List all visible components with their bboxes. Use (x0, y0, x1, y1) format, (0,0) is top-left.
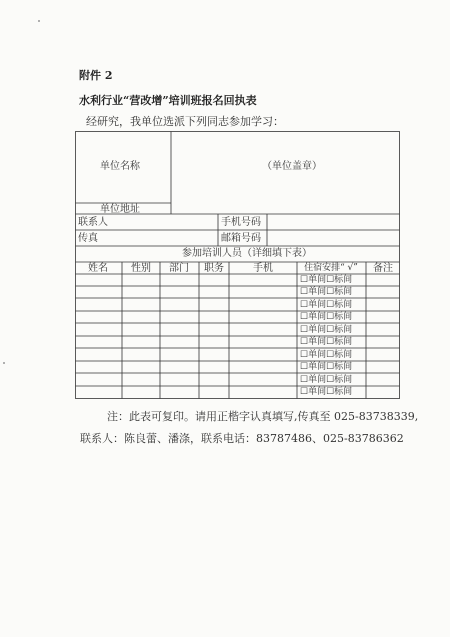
email-label: 邮箱号码 (221, 233, 261, 244)
section-label: 参加培训人员（详细填下表） (182, 248, 312, 259)
seal-label: （单位盖章） (262, 161, 322, 172)
column-header-accommodation: 住宿安排“ √” (304, 263, 358, 273)
column-header-gender: 性别 (131, 263, 151, 274)
column-header-name: 姓名 (88, 263, 108, 274)
form-title: 水利行业“营改增”培训班报名回执表 (79, 94, 257, 107)
column-header-mobile: 手机 (253, 263, 273, 274)
address-label: 单位地址 (100, 204, 140, 215)
scan-speck (3, 362, 5, 364)
fax-label: 传真 (78, 233, 98, 244)
column-header-remarks: 备注 (373, 263, 393, 274)
accommodation-option[interactable]: ☐单间☐标间 (300, 350, 353, 360)
accommodation-option[interactable]: ☐单间☐标间 (300, 275, 353, 285)
accommodation-option[interactable]: ☐单间☐标间 (300, 375, 353, 385)
accommodation-option[interactable]: ☐单间☐标间 (300, 300, 353, 310)
accommodation-option[interactable]: ☐单间☐标间 (300, 362, 353, 372)
scan-speck (38, 20, 40, 22)
accommodation-option[interactable]: ☐单间☐标间 (300, 325, 353, 335)
accommodation-option[interactable]: ☐单间☐标间 (300, 312, 353, 322)
accommodation-option[interactable]: ☐单间☐标间 (300, 337, 353, 347)
contact-label: 联系人 (78, 217, 108, 228)
unit-name-label: 单位名称 (100, 161, 140, 172)
intro-text: 经研究，我单位选派下列同志参加学习： (86, 115, 284, 128)
accommodation-option[interactable]: ☐单间☐标间 (300, 287, 353, 297)
column-header-position: 职务 (204, 263, 224, 274)
phone-label: 手机号码 (221, 217, 261, 228)
footer-contacts: 联系人：陈良蕾、潘涤，联系电话：83787486、025-83786362 (80, 432, 404, 445)
accommodation-option[interactable]: ☐单间☐标间 (300, 387, 353, 397)
footer-note: 注：此表可复印。请用正楷字认真填写,传真至 025-83738339, (107, 410, 419, 423)
annex-label: 附件 2 (79, 69, 113, 82)
column-header-department: 部门 (169, 263, 189, 274)
registration-form-table (75, 131, 400, 399)
